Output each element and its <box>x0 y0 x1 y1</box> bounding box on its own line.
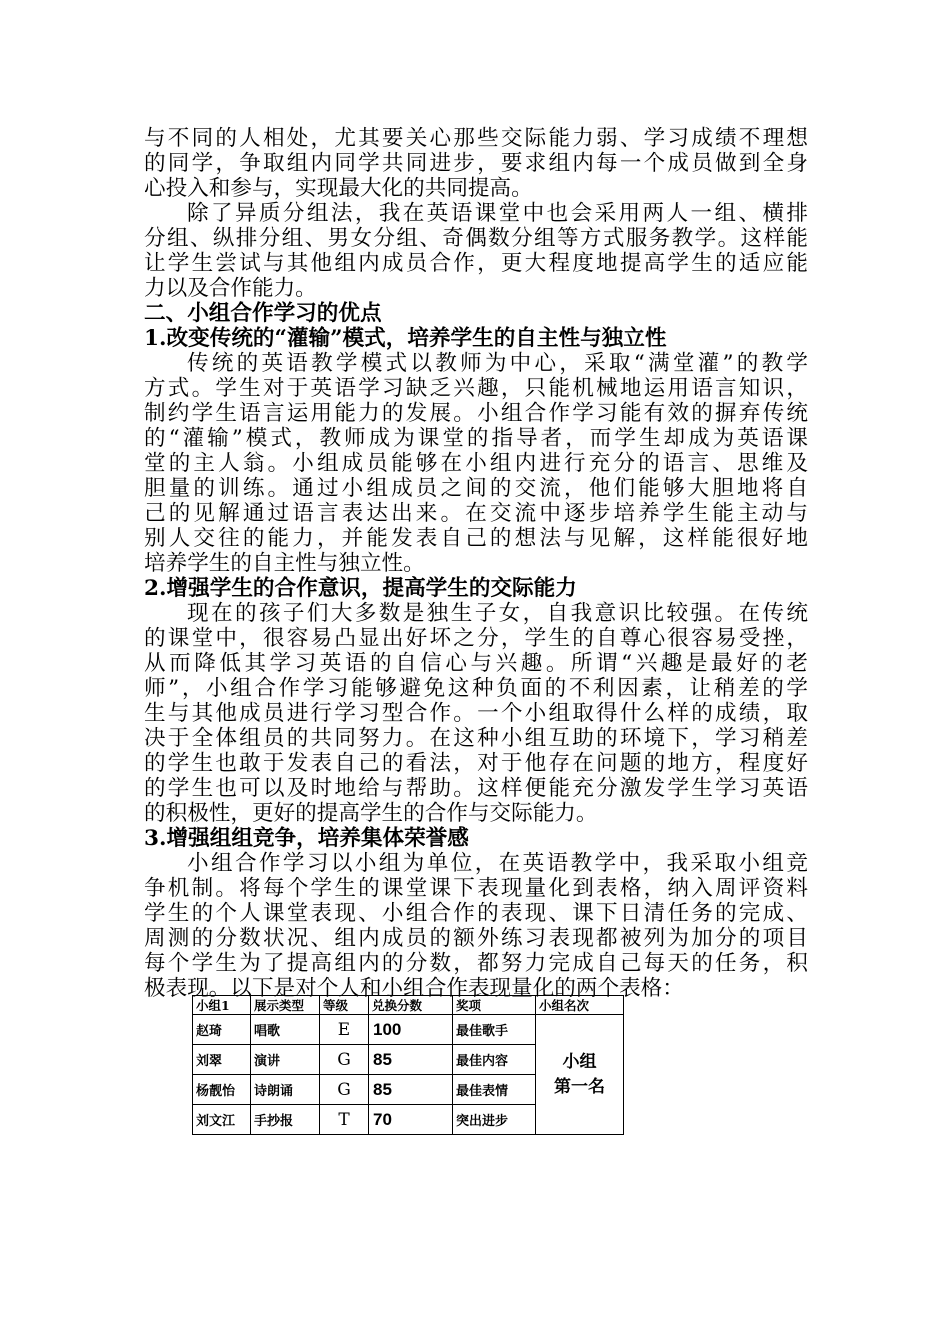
paragraph <box>144 126 808 201</box>
grade: E <box>320 1015 369 1045</box>
show-type: 诗朗诵 <box>251 1075 320 1105</box>
header-score: 兑换分数 <box>369 996 453 1015</box>
paragraph <box>144 601 808 826</box>
text-line: 的学生也敢于发表自己的看法，对于他存在问题的地方，程度好 <box>144 751 808 776</box>
award: 最佳歌手 <box>453 1015 536 1045</box>
text-line: 决于全体组员的共同努力。在这种小组互助的环境下，学习稍差 <box>144 726 808 751</box>
text-line: 二、小组合作学习的优点 <box>144 301 382 326</box>
text-line: 除了异质分组法，我在英语课堂中也会采用两人一组、横排 <box>187 201 808 226</box>
text-line: 传统的英语教学模式以教师为中心，采取“满堂灌”的教学 <box>187 351 808 376</box>
text-line: 己的见解通过语言表达出来。在交流中逐步培养学生能主动与 <box>144 501 808 526</box>
header-type: 展示类型 <box>251 996 320 1015</box>
text-line: 别人交往的能力，并能发表自己的想法与见解，这样能很好地 <box>144 526 808 551</box>
text-line: 方式。学生对于英语学习缺乏兴趣，只能机械地运用语言知识， <box>144 376 808 401</box>
text-line: 生与其他成员进行学习型合作。一个小组取得什么样的成绩，取 <box>144 701 808 726</box>
group-rank <box>536 1015 624 1135</box>
header-award: 奖项 <box>453 996 536 1015</box>
header-group: 小组1 <box>193 996 251 1015</box>
text-line: 的学生也可以及时地给与帮助。这样便能充分激发学生学习英语 <box>144 776 808 801</box>
section-heading <box>144 826 808 851</box>
grade: T <box>320 1105 369 1135</box>
text-line: 的积极性，更好的提高学生的合作与交际能力。 <box>144 801 598 826</box>
paragraph <box>144 201 808 301</box>
text-line: 周测的分数状况、组内成员的额外练习表现都被列为加分的项目 <box>144 926 808 951</box>
text-line: 2.增强学生的合作意识，提高学生的交际能力 <box>144 576 577 601</box>
header-grade: 等级 <box>320 996 369 1015</box>
text-line: 学生的个人课堂表现、小组合作的表现、课下日清任务的完成、 <box>144 901 808 926</box>
header-rank: 小组名次 <box>536 996 624 1015</box>
text-line: 极表现。以下是对个人和小组合作表现量化的两个表格： <box>144 976 684 1001</box>
text-line: 每个学生为了提高组内的分数，都努力完成自己每天的任务，积 <box>144 951 808 976</box>
text-line: 制约学生语言运用能力的发展。小组合作学习能有效的摒弃传统 <box>144 401 808 426</box>
show-type: 演讲 <box>251 1045 320 1075</box>
text-line: 从而降低其学习英语的自信心与兴趣。所谓“兴趣是最好的老 <box>144 651 808 676</box>
show-type: 唱歌 <box>251 1015 320 1045</box>
text-line: 心投入和参与，实现最大化的共同提高。 <box>144 176 533 201</box>
text-line: 小组合作学习以小组为单位，在英语教学中，我采取小组竞 <box>187 851 808 876</box>
table-row <box>193 1015 624 1045</box>
text-line: 1.改变传统的“灌输”模式，培养学生的自主性与独立性 <box>144 326 667 351</box>
award: 最佳表情 <box>453 1075 536 1105</box>
rank-line-1: 小组 <box>562 1051 597 1072</box>
student-name: 刘文江 <box>193 1105 251 1135</box>
text-line: 的同学，争取组内同学共同进步，要求组内每一个成员做到全身 <box>144 151 808 176</box>
text-line: 的“灌输”模式，教师成为课堂的指导者，而学生却成为英语课 <box>144 426 808 451</box>
text-line: 的课堂中，很容易凸显出好坏之分，学生的自尊心很容易受挫， <box>144 626 808 651</box>
paragraph <box>144 351 808 576</box>
text-line: 分组、纵排分组、男女分组、奇偶数分组等方式服务教学。这样能 <box>144 226 808 251</box>
show-type: 手抄报 <box>251 1105 320 1135</box>
student-name: 刘翠 <box>193 1045 251 1075</box>
text-line: 力以及合作能力。 <box>144 276 317 301</box>
text-line: 现在的孩子们大多数是独生子女，自我意识比较强。在传统 <box>187 601 808 626</box>
score: 85 <box>369 1045 453 1075</box>
award: 最佳内容 <box>453 1045 536 1075</box>
text-line: 与不同的人相处，尤其要关心那些交际能力弱、学习成绩不理想 <box>144 126 808 151</box>
text-line: 胆量的训练。通过小组成员之间的交流，他们能够大胆地将自 <box>144 476 808 501</box>
section-heading <box>144 301 808 326</box>
article-body <box>144 126 808 1001</box>
rank-line-2: 第一名 <box>554 1076 605 1097</box>
text-line: 师”，小组合作学习能够避免这种负面的不利因素，让稍差的学 <box>144 676 808 701</box>
text-line: 3.增强组组竞争，培养集体荣誉感 <box>144 826 469 851</box>
section-heading <box>144 576 808 601</box>
text-line: 让学生尝试与其他组内成员合作，更大程度地提高学生的适应能 <box>144 251 808 276</box>
score: 100 <box>369 1015 453 1045</box>
score: 70 <box>369 1105 453 1135</box>
grade: G <box>320 1075 369 1105</box>
student-name: 赵琦 <box>193 1015 251 1045</box>
score: 85 <box>369 1075 453 1105</box>
table-header-row <box>193 996 624 1015</box>
section-heading <box>144 326 808 351</box>
score-table <box>192 995 624 1135</box>
text-line: 争机制。将每个学生的课堂课下表现量化到表格，纳入周评资料 <box>144 876 808 901</box>
student-name: 杨靓怡 <box>193 1075 251 1105</box>
text-line: 培养学生的自主性与独立性。 <box>144 551 425 576</box>
grade: G <box>320 1045 369 1075</box>
text-line: 堂的主人翁。小组成员能够在小组内进行充分的语言、思维及 <box>144 451 808 476</box>
paragraph <box>144 851 808 1001</box>
award: 突出进步 <box>453 1105 536 1135</box>
